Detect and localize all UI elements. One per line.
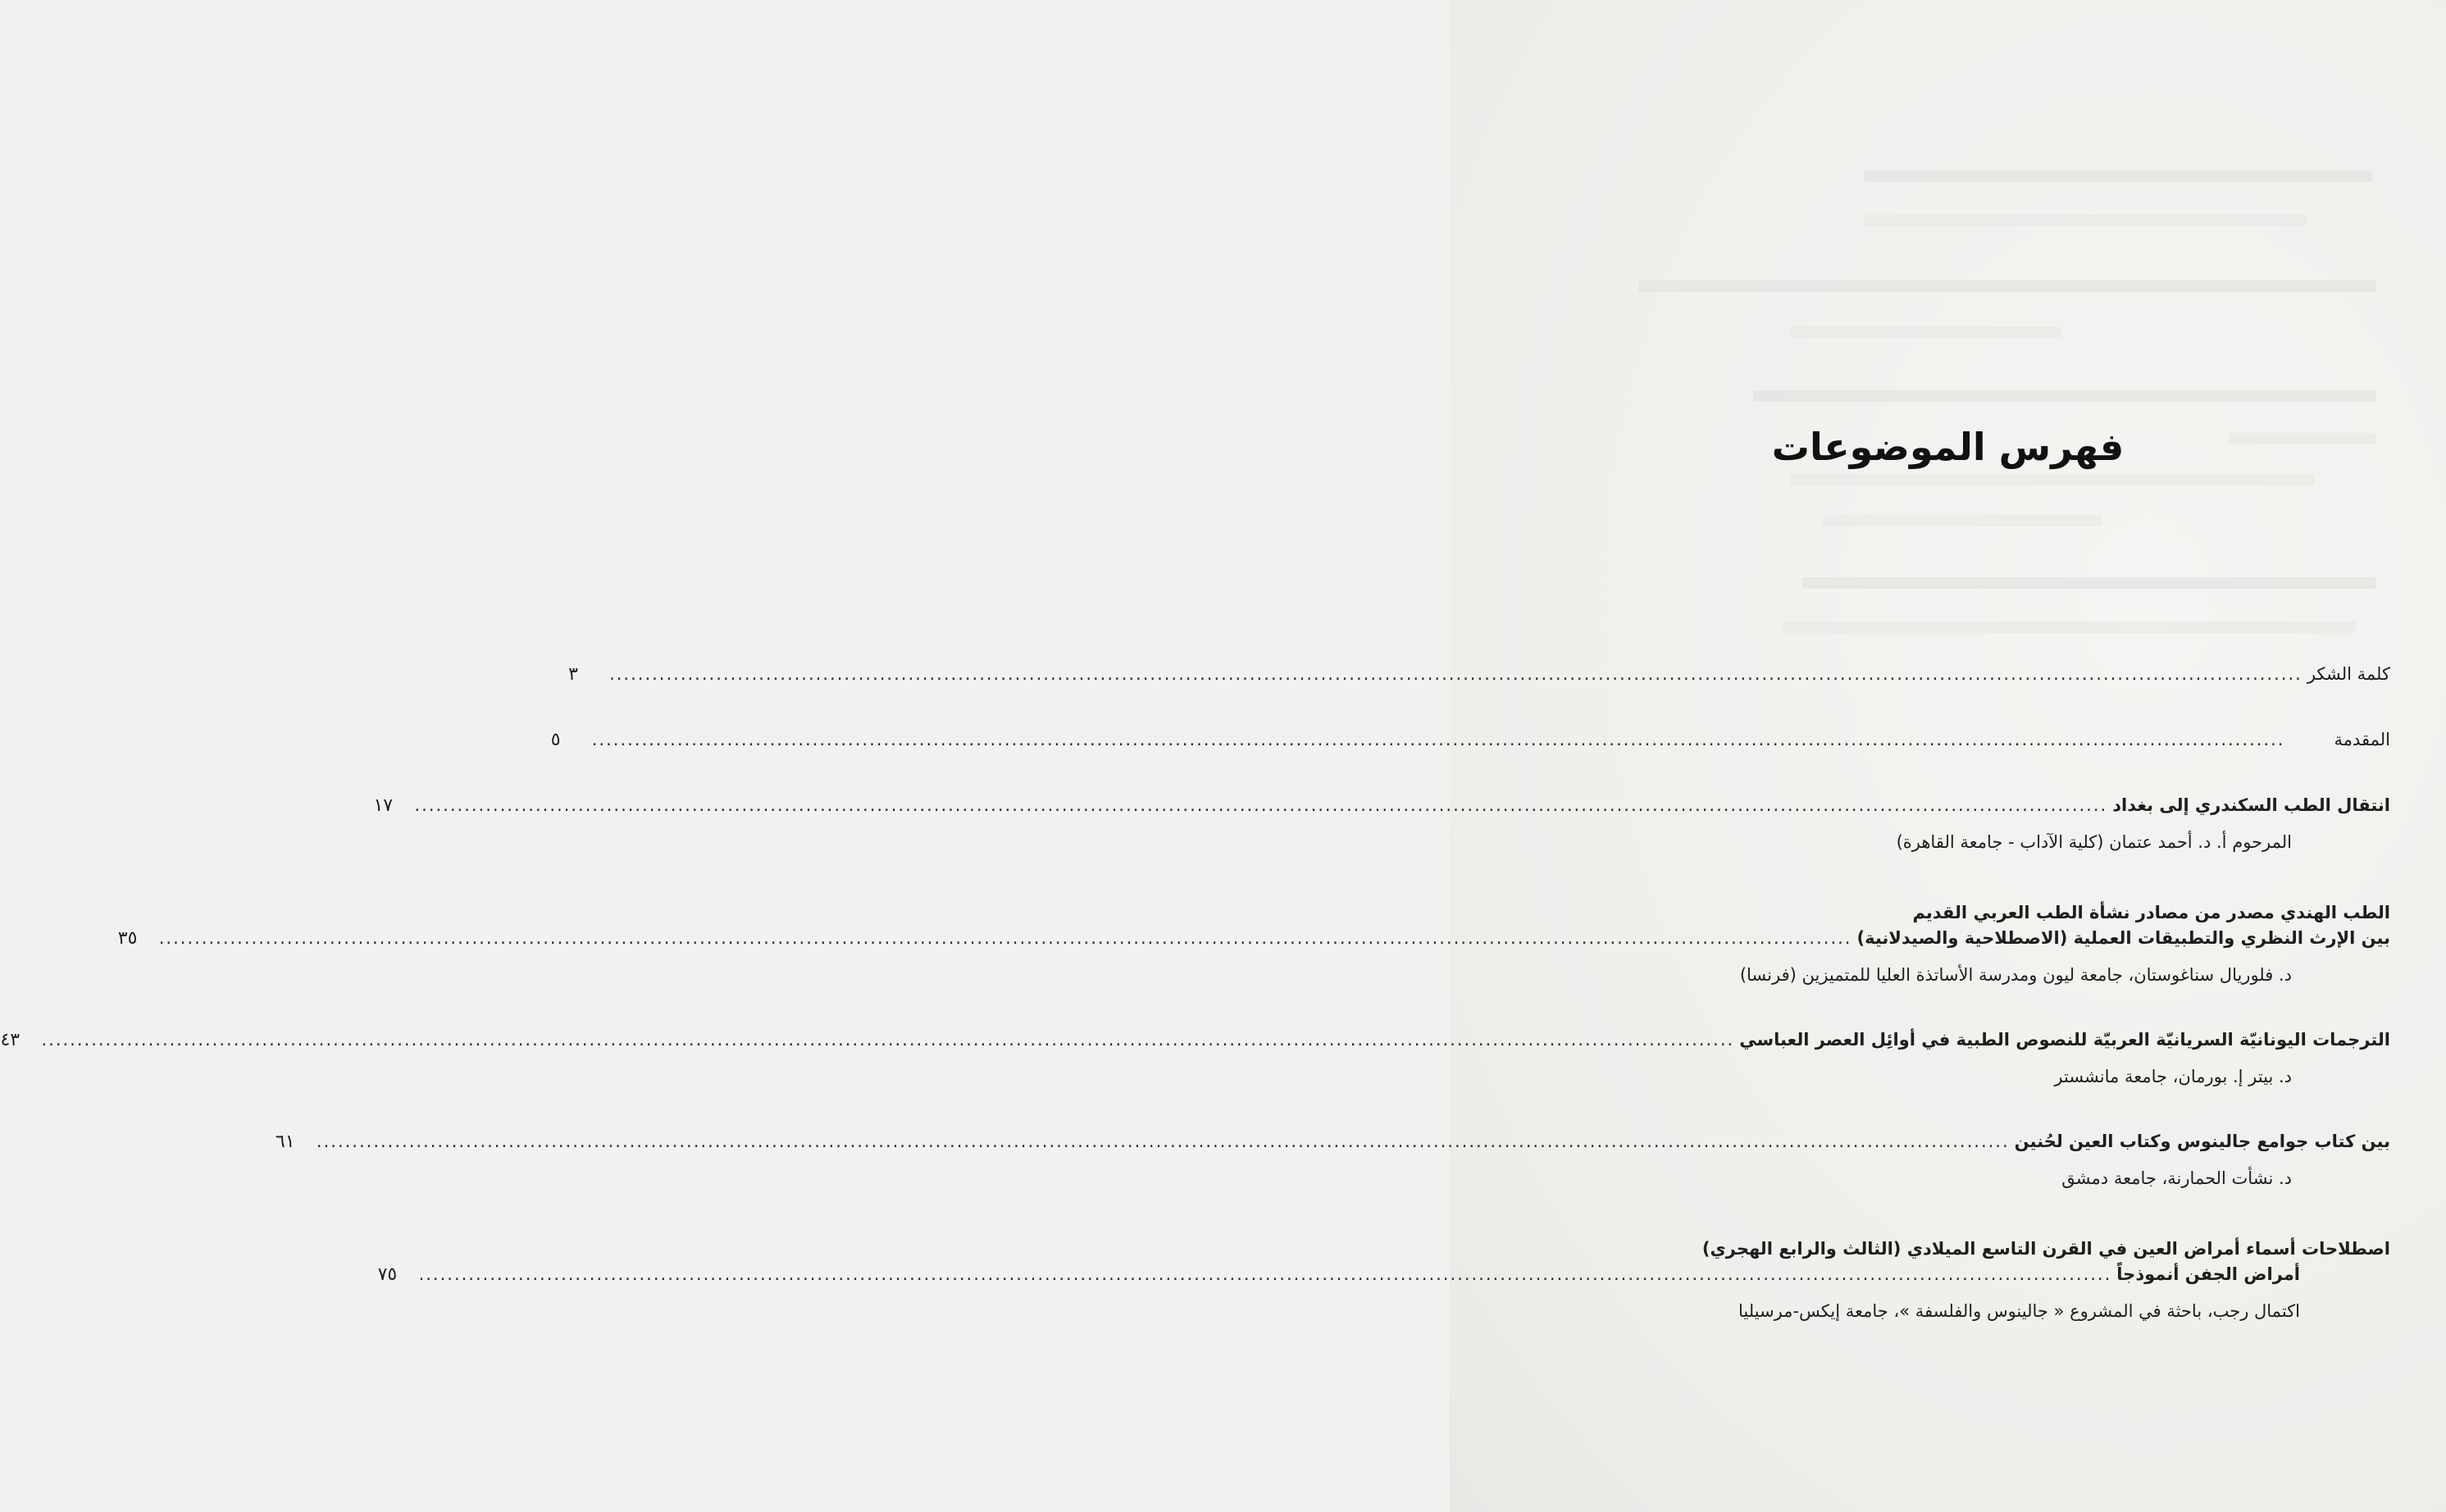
page-number: ٥ <box>550 730 561 750</box>
toc-entry-title: انتقال الطب السكندري إلى بغداد <box>2112 795 2390 815</box>
page-title: فهرس الموضوعات <box>1771 425 2125 469</box>
leader-dots: .............................................................................................................................................................................................................................................. <box>41 1030 1735 1050</box>
leader-dots: .............................................................................................................................................................................................................................................. <box>609 664 2303 684</box>
toc-entry-introduction[interactable] <box>550 730 2390 761</box>
page-number: ٤٣ <box>0 1030 20 1050</box>
leader-dots: .............................................................................................................................................................................................................................................. <box>158 928 1852 948</box>
toc-entry-author: د. نشأت الحمارنة، جامعة دمشق <box>2061 1168 2292 1188</box>
toc-entry-author: د. فلوريال سناغوستان، جامعة ليون ومدرسة الأساتذة العليا للمتميزين (فرنسا) <box>1739 965 2292 985</box>
toc-entry-author: المرحوم أ. د. أحمد عتمان (كلية الآداب - جامعة القاهرة) <box>1896 832 2292 852</box>
toc-entry-title: المقدمة <box>2334 730 2390 749</box>
toc-entry-title: كلمة الشكر <box>2307 664 2390 684</box>
toc-entry-6[interactable] <box>275 1132 2390 1163</box>
toc-entry-title: بين كتاب جوامع جالينوس وكتاب العين لحُنين <box>2014 1132 2390 1151</box>
page-number: ٧٥ <box>377 1264 398 1285</box>
leader-dots: .............................................................................................................................................................................................................................................. <box>418 1264 2112 1284</box>
page-number: ٣ <box>568 664 578 685</box>
toc-entry-5[interactable] <box>0 1030 2390 1061</box>
page-number: ١٧ <box>373 795 394 816</box>
toc-entry-7[interactable] <box>377 1264 2390 1296</box>
leader-dots: .............................................................................................................................................................................................................................................. <box>591 730 2285 749</box>
toc-entry-author: اكتمال رجب، باحثة في المشروع « جالينوس والفلسفة »، جامعة إيكس-مرسيليا <box>1738 1301 2300 1321</box>
page-number: ٣٥ <box>117 928 138 949</box>
toc-entry-title: الترجمات اليونانيّة السريانيّة العربيّة للنصوص الطبية في أوائِل العصر العباسي <box>1739 1030 2390 1050</box>
leader-dots: .............................................................................................................................................................................................................................................. <box>316 1132 2010 1151</box>
toc-entry-acknowledgment[interactable] <box>568 664 2390 695</box>
page-number: ٦١ <box>275 1132 295 1152</box>
toc-entry-title-line1[interactable]: الطب الهندي مصدر من مصادر نشأة الطب العربي القديم <box>1912 903 2390 922</box>
toc-entry-author: د. بيتر إ. بورمان، جامعة مانشستر <box>2054 1067 2292 1086</box>
toc-entry-4[interactable] <box>117 928 2390 959</box>
toc-entry-title-line2: بين الإرث النظري والتطبيقات العملية (الاصطلاحية والصيدلانية) <box>1856 928 2390 948</box>
toc-entry-title-line1[interactable]: اصطلاحات أسماء أمراض العين في القرن التاسع الميلادي (الثالث والرابع الهجري) <box>1701 1239 2390 1259</box>
toc-entry-title-line2: أمراض الجفن أنموذجاً <box>2116 1264 2300 1284</box>
table-of-contents <box>0 664 2390 1327</box>
leader-dots: .............................................................................................................................................................................................................................................. <box>414 795 2108 815</box>
toc-entry-3[interactable] <box>373 795 2390 827</box>
